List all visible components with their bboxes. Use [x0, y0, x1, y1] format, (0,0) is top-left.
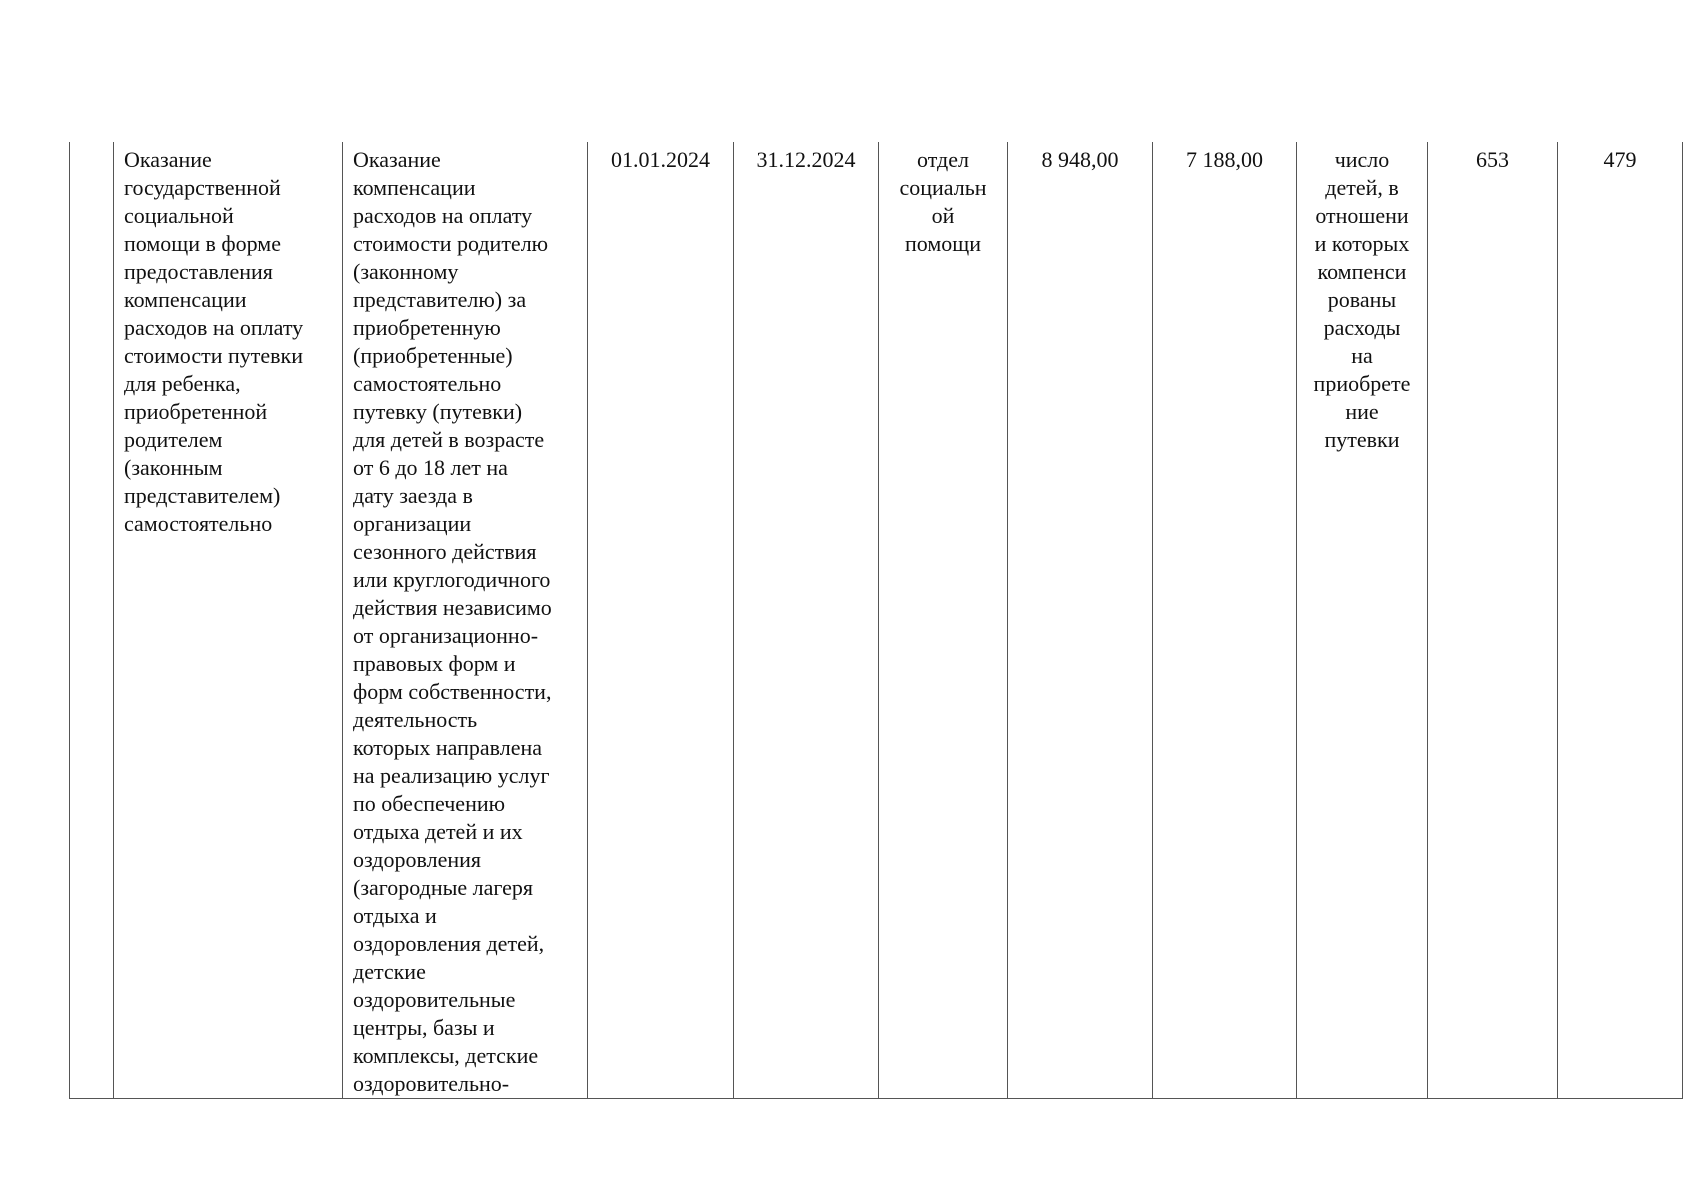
start-date-cell: 01.01.2024: [588, 142, 734, 1099]
responsible-department-cell: отдел социальн ой помощи: [879, 142, 1008, 1099]
document-table: [69, 142, 1683, 1099]
amount-2-cell: 7 188,00: [1153, 142, 1297, 1099]
service-description-cell: Оказание компенсации расходов на оплату стоимости родителю (законному представителю) за приобретенную (приобретенные) самостоятельно путевку (путевки) для детей в возрасте от 6 до 18 лет на дату заезда в организации сезонного действия или круглогодичного действия независимо от организационно- правовых форм и форм собственности, деятельность которых направлена на реализацию услуг по обеспечению отдыха детей и их оздоровления (загородные лагеря отдыха и оздоровления детей, детские оздоровительные центры, базы и комплексы, детские оздоровительно-: [343, 142, 588, 1099]
service-name-cell: Оказание государственной социальной помощи в форме предоставления компенсации расходов на оплату стоимости путевки для ребенка, приобретенной родителем (законным представителем) самостоятельно: [114, 142, 343, 1099]
end-date-cell: 31.12.2024: [734, 142, 879, 1099]
indicator-value-2-cell: 479: [1558, 142, 1683, 1099]
indicator-cell: число детей, в отношени и которых компенси рованы расходы на приобрете ние путевки: [1297, 142, 1428, 1099]
indicator-value-1-cell: 653: [1428, 142, 1558, 1099]
amount-1-cell: 8 948,00: [1008, 142, 1153, 1099]
table-row: [70, 142, 1683, 1099]
row-number-cell: [70, 142, 114, 1099]
